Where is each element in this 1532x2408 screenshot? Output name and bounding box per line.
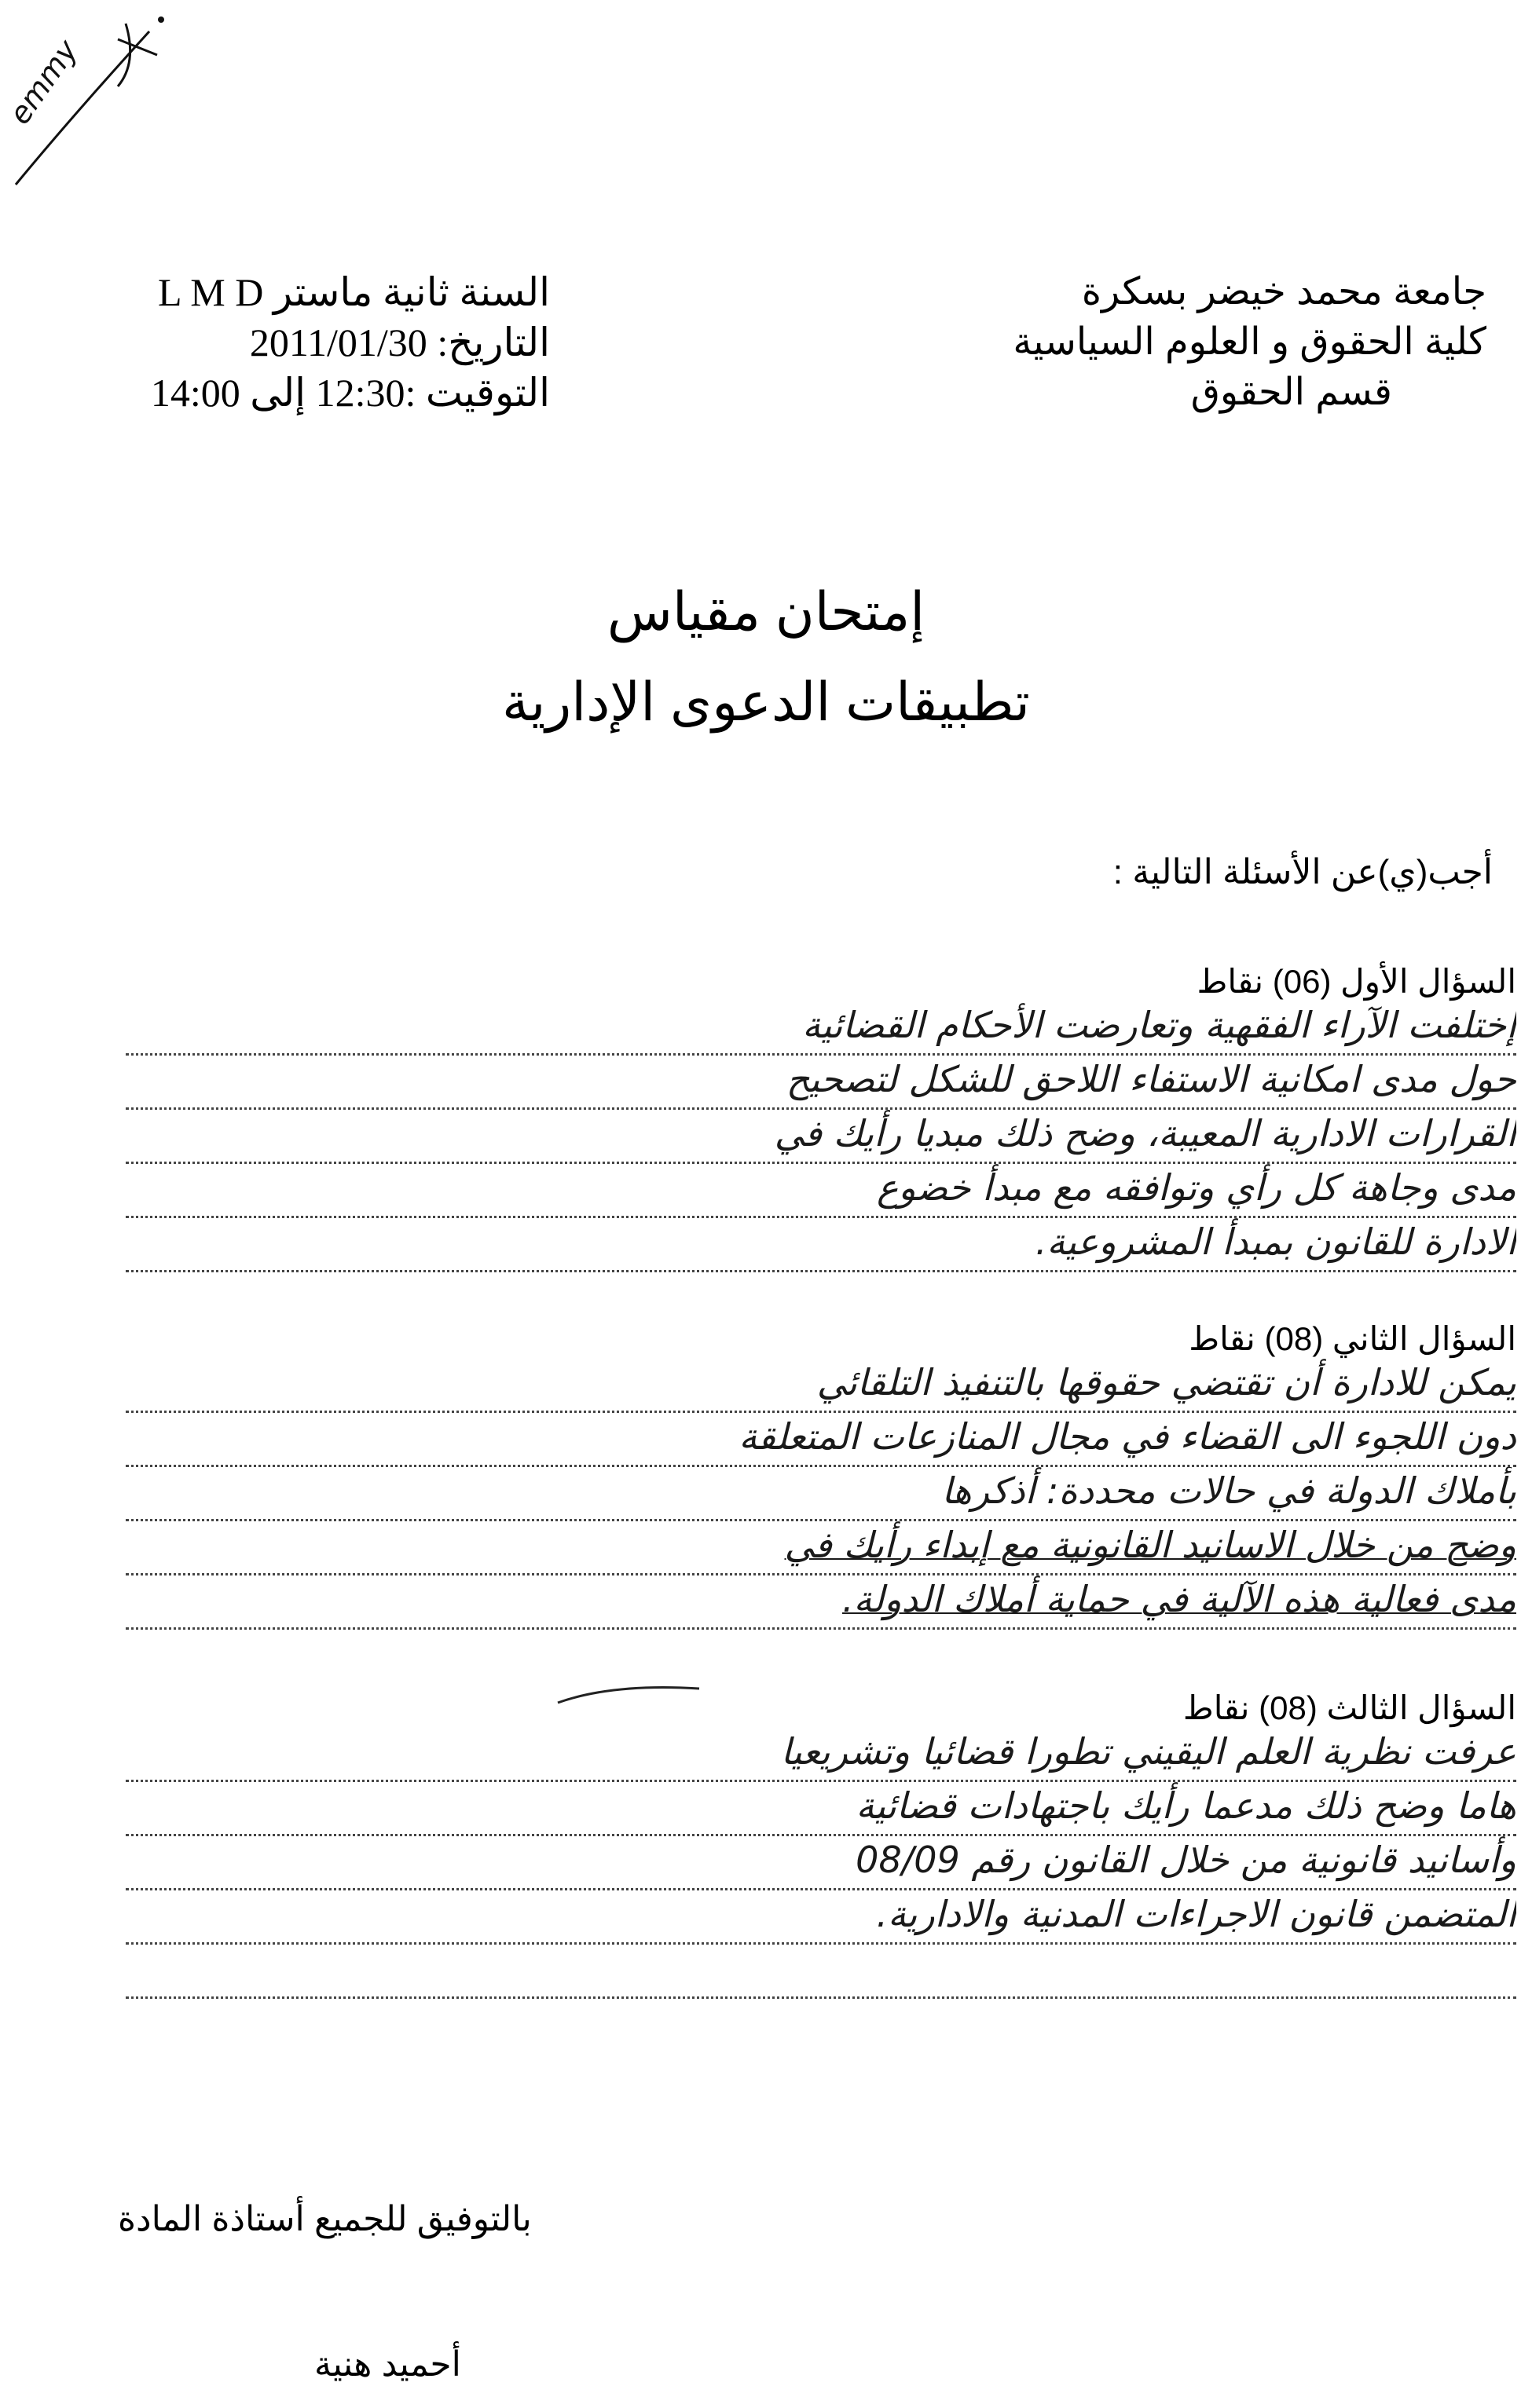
question-3-line	[126, 1945, 1516, 1999]
university-name: جامعة محمد خيضر بسكرة	[1081, 271, 1486, 313]
question-1-line: الادارة للقانون بمبدأ المشروعية.	[126, 1218, 1516, 1272]
question-1-label: السؤال الأول (06) نقاط	[1197, 963, 1516, 1000]
question-2-line: بأملاك الدولة في حالات محددة: أذكرها	[126, 1467, 1516, 1521]
institution-block	[889, 267, 1486, 418]
handwritten-annotation	[0, 0, 189, 204]
question-2-line: يمكن للادارة أن تقتضي حقوقها بالتنفيذ التلقائي	[126, 1359, 1516, 1413]
faculty-name: كلية الحقوق و العلوم السياسية	[1013, 321, 1486, 363]
question-2	[126, 1319, 1516, 1630]
question-3-line: هاما وضح ذلك مدعما رأيك باجتهادات قضائية	[126, 1782, 1516, 1836]
question-2-line: دون اللجوء الى القضاء في مجال المنازعات المتعلقة	[126, 1413, 1516, 1467]
exam-info-block	[16, 267, 550, 418]
question-1	[126, 962, 1516, 1272]
question-3-line: المتضمن قانون الاجراءات المدنية والادارية.	[126, 1890, 1516, 1945]
annotation-text: emmy	[2, 33, 85, 131]
closing-text: بالتوفيق للجميع أستاذة المادة	[118, 2200, 532, 2238]
question-2-label: السؤال الثاني (08) نقاط	[1189, 1320, 1516, 1357]
question-2-line: وضح من خلال الاسانيد القانونية مع إبداء رأيك في	[126, 1521, 1516, 1575]
question-3-label: السؤال الثالث (08) نقاط	[1182, 1689, 1516, 1726]
department-name: قسم الحقوق	[1190, 371, 1392, 413]
question-1-line: القرارات الادارية المعيبة، وضح ذلك مبديا رأيك في	[126, 1110, 1516, 1164]
teacher-signature: أحميد هنية	[314, 2345, 461, 2384]
question-2-line: مدى فعالية هذه الآلية في حماية أملاك الدولة.	[126, 1575, 1516, 1630]
exam-level: السنة ثانية ماستر L M D	[158, 270, 550, 314]
exam-time: التوقيت :12:30 إلى 14:00	[150, 371, 550, 415]
question-3-line: عرفت نظرية العلم اليقيني تطورا قضائيا وتشريعيا	[126, 1728, 1516, 1782]
exam-date: التاريخ: 2011/01/30	[249, 320, 550, 364]
question-3-line: وأسانيد قانونية من خلال القانون رقم 08/09	[126, 1836, 1516, 1890]
question-1-line: حول مدى امكانية الاستفاء اللاحق للشكل لتصحيح	[126, 1056, 1516, 1110]
course-title: تطبيقات الدعوى الإدارية	[502, 672, 1030, 732]
instruction-text: أجب(ي)عن الأسئلة التالية :	[1112, 853, 1493, 891]
question-3	[126, 1689, 1516, 1999]
question-1-line: إختلفت الآراء الفقهية وتعارضت الأحكام القضائية	[126, 1001, 1516, 1056]
question-1-line: مدى وجاهة كل رأي وتوافقه مع مبدأ خضوع	[126, 1164, 1516, 1218]
exam-title: إمتحان مقياس	[607, 582, 925, 642]
